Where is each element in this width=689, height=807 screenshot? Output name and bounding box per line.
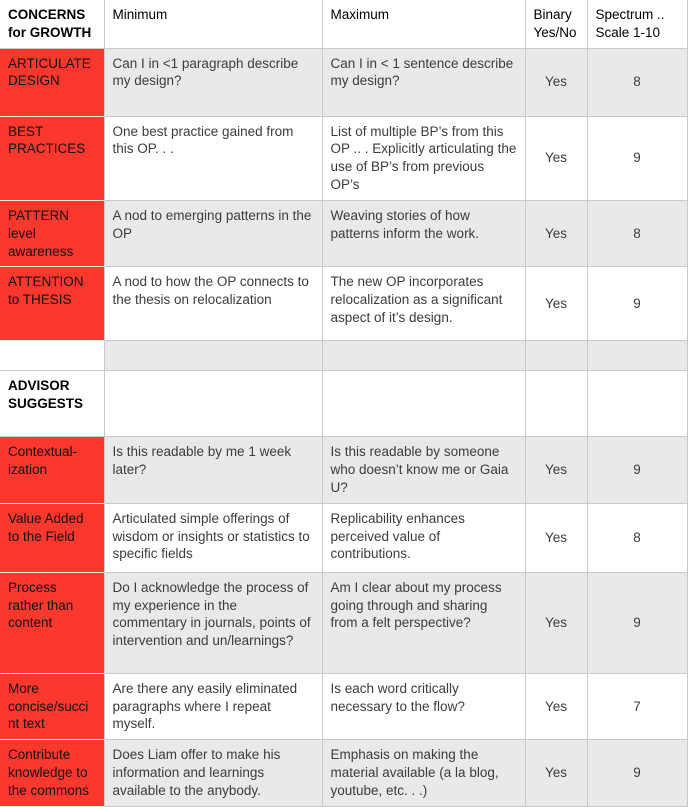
spectrum-cell: 9: [587, 116, 687, 200]
minimum-cell: Can I in <1 paragraph describe my design?: [104, 48, 322, 116]
maximum-cell: List of multiple BP’s from this OP .. . Explicitly articulating the use of BP’s from previous OP’s: [322, 116, 525, 200]
table-row-concise-text: [0, 673, 687, 739]
maximum-cell: Weaving stories of how patterns inform the work.: [322, 200, 525, 266]
table-row-attention-thesis: [0, 267, 687, 341]
maximum-cell: [322, 371, 525, 437]
spectrum-cell: [587, 371, 687, 437]
spectrum-cell: 9: [587, 437, 687, 503]
concern-cell: [0, 341, 104, 371]
binary-cell: Yes: [525, 48, 587, 116]
concern-cell: Contribute knowledge to the commons: [0, 740, 104, 807]
binary-cell: Yes: [525, 673, 587, 739]
binary-cell: Yes: [525, 200, 587, 266]
concern-cell: BEST PRACTICES: [0, 116, 104, 200]
table-row-articulate-design: [0, 48, 687, 116]
binary-cell: [525, 341, 587, 371]
maximum-cell: The new OP incorporates relocalization as a significant aspect of it’s design.: [322, 267, 525, 341]
minimum-cell: Is this readable by me 1 week later?: [104, 437, 322, 503]
binary-cell: Yes: [525, 572, 587, 673]
maximum-cell: Is each word critically necessary to the flow?: [322, 673, 525, 739]
minimum-cell: Articulated simple offerings of wisdom or insights or statistics to specific fields: [104, 503, 322, 572]
spectrum-cell: 9: [587, 740, 687, 807]
header-spectrum: Spectrum .. Scale 1-10: [587, 0, 687, 48]
spectrum-cell: 7: [587, 673, 687, 739]
maximum-cell: Am I clear about my process going through and sharing from a felt perspective?: [322, 572, 525, 673]
minimum-cell: One best practice gained from this OP. . .: [104, 116, 322, 200]
spectrum-cell: 8: [587, 48, 687, 116]
table-row-process: [0, 572, 687, 673]
minimum-cell: [104, 341, 322, 371]
binary-cell: Yes: [525, 437, 587, 503]
header-maximum: Maximum: [322, 0, 525, 48]
spectrum-cell: 9: [587, 267, 687, 341]
table-row-contribute-commons: [0, 740, 687, 807]
concern-cell: Value Added to the Field: [0, 503, 104, 572]
table-row-best-practices: [0, 116, 687, 200]
header-minimum: Minimum: [104, 0, 322, 48]
maximum-cell: Can I in < 1 sentence describe my design?: [322, 48, 525, 116]
table-row-pattern-awareness: [0, 200, 687, 266]
minimum-cell: [104, 371, 322, 437]
maximum-cell: Replicability enhances perceived value of contributions.: [322, 503, 525, 572]
minimum-cell: A nod to emerging patterns in the OP: [104, 200, 322, 266]
minimum-cell: Do I acknowledge the process of my experience in the commentary in journals, points of intervention and un/learnings?: [104, 572, 322, 673]
header-binary: Binary Yes/No: [525, 0, 587, 48]
spectrum-cell: [587, 341, 687, 371]
header-concerns: CONCERNS for GROWTH: [0, 0, 104, 48]
minimum-cell: Are there any easily eliminated paragraphs where I repeat myself.: [104, 673, 322, 739]
minimum-cell: A nod to how the OP connects to the thesis on relocalization: [104, 267, 322, 341]
binary-cell: Yes: [525, 267, 587, 341]
maximum-cell: [322, 341, 525, 371]
maximum-cell: Emphasis on making the material available (a la blog, youtube, etc. . .): [322, 740, 525, 807]
spectrum-cell: 9: [587, 572, 687, 673]
concern-cell: Contextual-ization: [0, 437, 104, 503]
table-row-spacer: [0, 341, 687, 371]
concern-cell: ARTICULATE DESIGN: [0, 48, 104, 116]
concern-cell: ATTENTION to THESIS: [0, 267, 104, 341]
concern-cell: ADVISOR SUGGESTS: [0, 371, 104, 437]
table-row-value-added: [0, 503, 687, 572]
table-row-contextualization: [0, 437, 687, 503]
binary-cell: Yes: [525, 503, 587, 572]
concern-cell: PATTERN level awareness: [0, 200, 104, 266]
binary-cell: Yes: [525, 740, 587, 807]
concern-cell: Process rather than content: [0, 572, 104, 673]
spectrum-cell: 8: [587, 200, 687, 266]
table-header-row: [0, 0, 687, 48]
spectrum-cell: 8: [587, 503, 687, 572]
concern-cell: More concise/succint text: [0, 673, 104, 739]
binary-cell: [525, 371, 587, 437]
table-row-advisor-suggests: [0, 371, 687, 437]
minimum-cell: Does Liam offer to make his information and learnings available to the anybody.: [104, 740, 322, 807]
binary-cell: Yes: [525, 116, 587, 200]
maximum-cell: Is this readable by someone who doesn’t know me or Gaia U?: [322, 437, 525, 503]
